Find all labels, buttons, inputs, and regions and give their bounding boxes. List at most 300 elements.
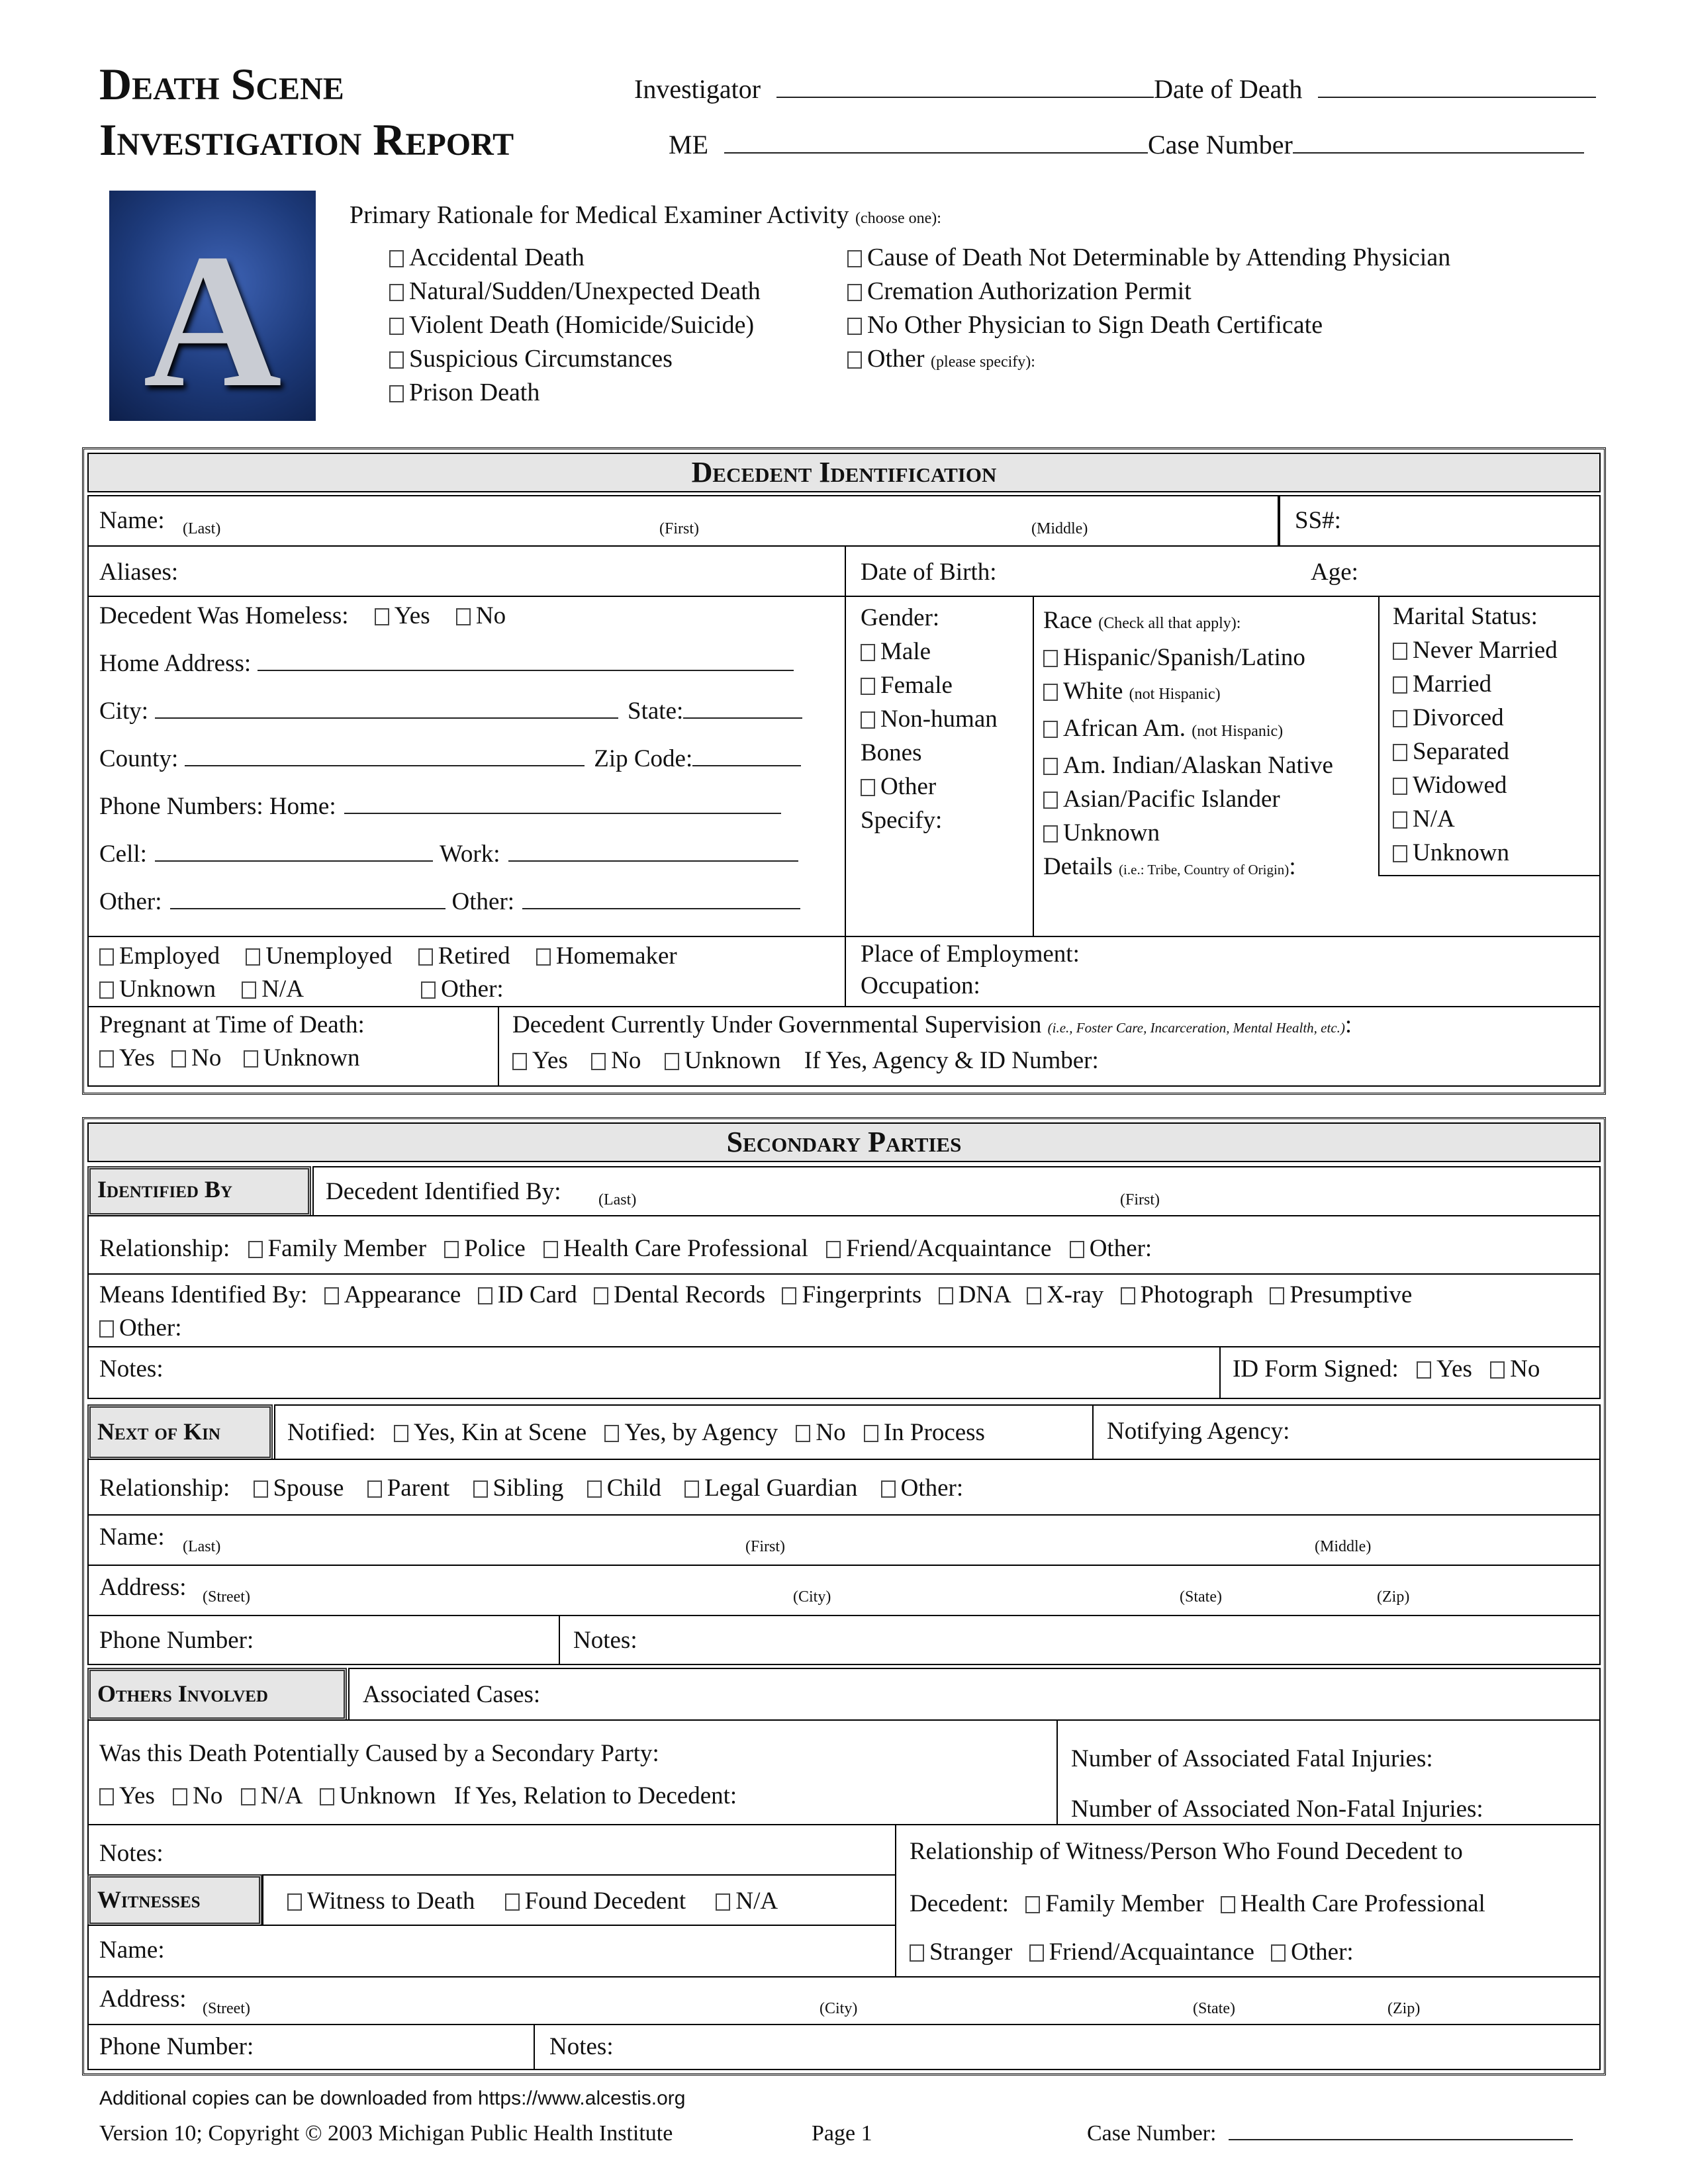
witness-notes-cell[interactable] [534,2024,1601,2070]
race-note-not-hispanic: (not Hispanic) [1129,686,1221,703]
rationale-option[interactable] [389,342,761,376]
checkbox-icon[interactable] [173,1788,187,1805]
checkbox-icon[interactable] [1043,684,1058,701]
race-option[interactable] [1043,641,1333,674]
name-middle-hint: (Middle) [1031,520,1088,537]
option-label: Cause of Death Not Determinable by Attending Physician [867,244,1451,271]
gender-label: Gender: [861,604,940,631]
option-label: Accidental Death [409,244,585,271]
race-asian: Asian/Pacific Islander [1063,786,1280,813]
means-other: Other: [119,1314,182,1342]
checkbox-icon[interactable] [910,1944,924,1962]
state-label: State: [628,698,684,725]
checkbox-icon[interactable] [543,1241,558,1258]
witness-rel-friend: Friend/Acquaintance [1049,1938,1254,1966]
me-field[interactable] [724,152,1148,154]
checkbox-icon[interactable] [1271,1944,1286,1962]
marital-option[interactable] [1393,768,1558,802]
employ-na: N/A [261,976,303,1003]
cell-work-row [99,841,798,869]
county-label: County: [99,745,179,772]
notified-in-process: In Process [883,1419,985,1446]
secondary-na: N/A [260,1782,302,1809]
rel-police: Police [464,1235,526,1262]
checkbox-icon[interactable] [604,1425,619,1442]
kin-notes-label: Notes: [573,1627,637,1654]
work-label: Work: [439,841,500,868]
rationale-right-list [847,241,1450,379]
checkbox-icon[interactable] [1393,811,1407,829]
rationale-option[interactable] [389,275,761,308]
gender-block [861,601,998,837]
checkbox-icon[interactable] [1417,1361,1431,1379]
injuries-block [1071,1734,1483,1835]
ss-label: SS#: [1295,507,1341,534]
race-note: (Check all that apply): [1098,615,1241,632]
identified-by-tag: Identified By [87,1166,311,1216]
rationale-choose: (choose one): [855,210,941,227]
checkbox-icon[interactable] [389,351,404,369]
others-involved-tag: Others Involved [87,1668,347,1721]
secondary-section-title: Secondary Parties [87,1122,1601,1162]
checkbox-icon[interactable] [99,948,114,966]
age-label: Age: [1311,559,1358,586]
marital-widowed: Widowed [1413,772,1507,799]
kin-middle-hint: (Middle) [1315,1538,1372,1555]
race-am-indian: Am. Indian/Alaskan Native [1063,752,1333,779]
option-label: Violent Death (Homicide/Suicide) [409,311,755,339]
aliases-cell[interactable] [87,545,846,597]
associated-cases-label: Associated Cases: [363,1681,541,1708]
witness-rel-other: Other: [1291,1938,1354,1966]
witness-na: N/A [735,1888,778,1915]
notified-agency: Yes, by Agency [624,1419,778,1446]
checkbox-icon[interactable] [847,284,862,301]
marital-option[interactable] [1393,735,1558,768]
zip-field[interactable] [692,765,801,766]
investigator-row [634,74,1596,105]
city-field[interactable] [155,717,618,719]
marital-option[interactable] [1393,701,1558,735]
checkbox-icon[interactable] [591,1053,606,1070]
gender-option[interactable] [861,702,998,736]
title-line-2: Investigation Report [99,114,514,165]
witness-rel-health: Health Care Professional [1240,1890,1485,1917]
rel-family: Family Member [267,1235,427,1262]
county-field[interactable] [185,765,585,766]
checkbox-icon[interactable] [389,385,404,402]
logo [109,191,316,427]
checkbox-icon[interactable] [847,250,862,267]
checkbox-icon[interactable] [1393,643,1407,660]
work-field[interactable] [508,860,798,862]
decedent-section-title: Decedent Identification [87,453,1601,492]
checkbox-icon[interactable] [512,1053,527,1070]
kin-city-hint: (City) [793,1588,831,1606]
id-form-row [1233,1355,1540,1384]
employ-other: Other: [441,976,504,1003]
kin-address-cell[interactable] [87,1565,1601,1616]
investigator-label: Investigator [634,74,761,104]
employ-retired: Retired [438,942,510,970]
checkbox-icon[interactable] [389,284,404,301]
pregnant-yes: Yes [119,1044,155,1071]
notifying-agency-label: Notifying Agency: [1107,1418,1290,1445]
means-photograph: Photograph [1140,1281,1254,1308]
rationale-option[interactable] [847,308,1450,342]
witness-address-label: Address: [99,1985,187,2013]
checkbox-icon[interactable] [536,948,551,966]
checkbox-icon[interactable] [864,1425,878,1442]
witness-rel-title: Relationship of Witness/Person Who Found Decedent to [910,1838,1463,1865]
name-last-hint: (Last) [183,520,221,537]
investigator-field[interactable] [776,97,1154,98]
state-field[interactable] [683,717,802,719]
witness-found-decedent: Found Decedent [524,1888,686,1915]
checkbox-icon[interactable] [939,1287,953,1304]
race-label: Race [1043,607,1092,634]
checkbox-icon[interactable] [1490,1361,1505,1379]
identified-by-label: Decedent Identified By: [326,1178,561,1205]
marital-na: N/A [1413,805,1455,833]
phone-home-field[interactable] [344,813,781,814]
checkbox-icon[interactable] [716,1893,730,1911]
checkbox-icon[interactable] [418,948,433,966]
rationale-option[interactable] [389,308,761,342]
checkbox-icon[interactable] [287,1893,302,1911]
home-address-row [99,650,794,678]
checkbox-icon[interactable] [241,1788,256,1805]
checkbox-icon[interactable] [1043,825,1058,842]
checkbox-icon[interactable] [389,250,404,267]
supervision-block: Decedent Currently Under Governmental Supervision (i.e., Foster Care, Incarceration, Mental Health, etc.): Yes No Unknown If Yes, Agency & ID Number: [512,1011,1352,1074]
checkbox-icon[interactable] [684,1480,699,1498]
secondary-party-question: Was this Death Potentially Caused by a Secondary Party: [99,1740,659,1767]
homeless-label: Decedent Was Homeless: [99,602,349,629]
aliases-label: Aliases: [99,559,179,586]
checkbox-icon[interactable] [505,1893,520,1911]
marital-option[interactable] [1393,836,1558,870]
checkbox-icon[interactable] [1043,650,1058,667]
checkbox-icon[interactable] [421,981,436,999]
checkbox-icon[interactable] [665,1053,679,1070]
secondary-no: No [193,1782,223,1809]
nonfatal-injuries-label: Number of Associated Non-Fatal Injuries: [1071,1796,1483,1823]
download-note: Additional copies can be downloaded from https://www.alcestis.org [99,2087,686,2109]
checkbox-icon[interactable] [320,1788,334,1805]
others-notes-label: Notes: [99,1840,164,1867]
race-option[interactable] [1043,782,1333,816]
rel-other: Other: [1089,1235,1152,1262]
means-xray: X-ray [1046,1281,1104,1308]
rationale-option[interactable] [847,241,1450,275]
checkbox-icon[interactable] [1121,1287,1135,1304]
footer-case-number-field[interactable] [1229,2139,1573,2140]
secondary-yes: Yes [119,1782,155,1809]
supervision-label: Decedent Currently Under Governmental Supervision [512,1011,1042,1038]
me-row [669,130,1584,160]
rel-health: Health Care Professional [563,1235,808,1262]
checkbox-icon[interactable] [861,644,875,661]
other-phone-row [99,888,800,917]
gender-bones: Bones [861,739,922,766]
others-notes-cell[interactable] [87,1824,896,1876]
witness-name-cell[interactable] [87,1925,896,1978]
footer-case-number-label: Case Number: [1087,2121,1217,2146]
checkbox-icon[interactable] [1043,792,1058,809]
checkbox-icon[interactable] [861,711,875,729]
kin-relationship-label: Relationship: [99,1475,230,1502]
me-label: ME [669,130,708,159]
race-african: African Am. [1063,715,1186,742]
home-address-field[interactable] [258,670,794,671]
occupation-label: Occupation: [861,972,980,999]
relation-label: If Yes, Relation to Decedent: [453,1782,737,1809]
employ-homemaker: Homemaker [555,942,677,970]
other-phone-label: Other: [99,888,162,915]
gender-specify: Specify: [861,807,943,834]
gender-option[interactable] [861,668,998,702]
rationale-option[interactable] [847,342,1450,379]
witness-phone-label: Phone Number: [99,2033,254,2060]
checkbox-icon[interactable] [473,1480,488,1498]
pregnant-no: No [191,1044,222,1071]
marital-separated: Separated [1413,738,1509,765]
relationship-label: Relationship: [99,1235,230,1262]
checkbox-icon[interactable] [99,1320,114,1338]
identified-notes-cell[interactable] [87,1346,1221,1399]
witness-name-label: Name: [99,1936,165,1964]
checkbox-icon[interactable] [782,1287,796,1304]
other-specify-hint: (please specify): [931,353,1035,371]
checkbox-icon[interactable] [1393,845,1407,862]
kin-notes-cell[interactable] [559,1615,1601,1665]
means-dna: DNA [958,1281,1010,1308]
means-dental: Dental Records [614,1281,766,1308]
checkbox-icon[interactable] [254,1480,268,1498]
supervision-unknown: Unknown [684,1047,781,1074]
checkbox-icon[interactable] [1221,1896,1235,1913]
marital-option[interactable] [1393,802,1558,836]
secondary-party-block [99,1733,737,1817]
checkbox-icon[interactable] [324,1287,339,1304]
notified-label: Notified: [287,1419,376,1446]
checkbox-icon[interactable] [99,981,114,999]
kin-zip-hint: (Zip) [1377,1588,1410,1606]
kin-last-hint: (Last) [183,1538,221,1555]
checkbox-icon[interactable] [394,1425,408,1442]
checkbox-icon[interactable] [456,608,471,625]
race-option[interactable] [1043,749,1333,782]
case-number-label: Case Number [1148,130,1293,159]
homeless-no: No [475,602,506,629]
gender-option[interactable] [861,635,998,668]
witnesses-tag: Witnesses [87,1874,262,1926]
checkbox-icon[interactable] [1043,758,1058,775]
means-fingerprints: Fingerprints [802,1281,922,1308]
race-option[interactable] [1043,674,1333,711]
race-white: White [1063,678,1123,705]
marital-married: Married [1413,670,1492,698]
other-phone-field[interactable] [170,908,445,909]
means-appearance: Appearance [344,1281,461,1308]
identified-first-hint: (First) [1120,1191,1160,1208]
kin-address-label: Address: [99,1574,187,1601]
race-hispanic: Hispanic/Spanish/Latino [1063,644,1305,671]
marital-option[interactable] [1393,633,1558,667]
identified-relationship-row [99,1235,1152,1263]
checkbox-icon[interactable] [389,318,404,335]
pregnant-label: Pregnant at Time of Death: [99,1011,365,1038]
kin-sibling: Sibling [492,1475,564,1502]
phone-home-label: Phone Numbers: Home: [99,793,336,820]
supervision-no: No [611,1047,641,1074]
option-label: Natural/Sudden/Unexpected Death [409,277,761,305]
rationale-option[interactable] [389,241,761,275]
kin-name-cell[interactable] [87,1514,1601,1566]
rel-friend: Friend/Acquaintance [846,1235,1052,1262]
title-line-1: Death Scene [99,59,344,109]
pregnant-block [99,1009,365,1075]
checkbox-icon[interactable] [1393,710,1407,727]
means-id-card: ID Card [497,1281,577,1308]
kin-name-label: Name: [99,1524,165,1551]
witness-zip-hint: (Zip) [1387,2000,1421,2017]
checkbox-icon[interactable] [1070,1241,1084,1258]
checkbox-icon[interactable] [246,948,260,966]
checkbox-icon[interactable] [1029,1944,1044,1962]
id-form-no: No [1510,1355,1540,1383]
id-form-label: ID Form Signed: [1233,1355,1399,1383]
agency-label: If Yes, Agency & ID Number: [804,1047,1099,1074]
rationale-option[interactable] [847,275,1450,308]
gender-female: Female [880,672,953,699]
option-label: Prison Death [409,379,540,406]
homeless-yes: Yes [394,602,430,629]
employ-unemployed: Unemployed [265,942,393,970]
kin-phone-label: Phone Number: [99,1627,254,1654]
option-label: Other [867,345,925,373]
marital-option[interactable] [1393,667,1558,701]
version-note: Version 10; Copyright © 2003 Michigan Public Health Institute [99,2121,673,2146]
cell-label: Cell: [99,841,147,868]
witness-city-hint: (City) [820,2000,858,2017]
checkbox-icon[interactable] [861,678,875,695]
case-number-field[interactable] [1293,152,1584,154]
kin-first-hint: (First) [745,1538,785,1555]
means-row [99,1279,1412,1345]
checkbox-icon[interactable] [99,1050,114,1068]
checkbox-icon[interactable] [171,1050,186,1068]
kin-street-hint: (Street) [203,1588,250,1606]
checkbox-icon[interactable] [1043,721,1058,738]
gender-male: Male [880,638,931,665]
other-phone-field-2[interactable] [522,908,800,909]
race-option[interactable] [1043,711,1333,749]
id-form-yes: Yes [1436,1355,1472,1383]
checkbox-icon[interactable] [847,318,862,335]
employ-employed: Employed [119,942,220,970]
checkbox-icon[interactable] [1393,778,1407,795]
checkbox-icon[interactable] [796,1425,810,1442]
checkbox-icon[interactable] [375,608,389,625]
gender-nonhuman: Non-human [880,705,998,733]
means-label: Means Identified By: [99,1281,308,1308]
checkbox-icon[interactable] [1393,744,1407,761]
home-address-label: Home Address: [99,650,252,677]
gender-option[interactable] [861,770,998,803]
checkbox-icon[interactable] [367,1480,382,1498]
checkbox-icon[interactable] [587,1480,602,1498]
kin-other: Other: [900,1475,964,1502]
notified-row [287,1419,985,1447]
race-note-not-hispanic: (not Hispanic) [1192,723,1284,740]
cell-field[interactable] [155,860,433,862]
notified-kin-scene: Yes, Kin at Scene [413,1419,587,1446]
witness-relationship-block [910,1837,1485,1976]
employment-options [99,940,677,1006]
date-of-death-field[interactable] [1318,97,1596,98]
checkbox-icon[interactable] [242,981,256,999]
option-label: Suspicious Circumstances [409,345,673,373]
race-option[interactable] [1043,816,1333,850]
checkbox-icon[interactable] [248,1241,263,1258]
kin-parent: Parent [387,1475,450,1502]
other-phone-label-2: Other: [451,888,515,915]
checkbox-icon[interactable] [1025,1896,1040,1913]
race-details-note: (i.e.: Tribe, Country of Origin) [1119,862,1289,878]
checkbox-icon[interactable] [826,1241,841,1258]
checkbox-icon[interactable] [478,1287,492,1304]
name-label: Name: [99,507,165,534]
supervision-yes: Yes [532,1047,568,1074]
employment-info [861,938,1080,1002]
next-of-kin-tag: Next of Kin [87,1404,273,1460]
checkbox-icon[interactable] [881,1480,896,1498]
checkbox-icon[interactable] [594,1287,608,1304]
city-label: City: [99,698,149,725]
marital-block [1393,600,1558,870]
checkbox-icon[interactable] [1270,1287,1284,1304]
phone-home-row [99,793,781,821]
marital-divorced: Divorced [1413,704,1504,731]
checkbox-icon[interactable] [99,1788,114,1805]
fatal-injuries-label: Number of Associated Fatal Injuries: [1071,1745,1433,1772]
city-row [99,698,802,726]
rationale-title-text: Primary Rationale for Medical Examiner Activity [350,201,849,229]
homeless-row [99,602,506,631]
rationale-left-list [389,241,761,410]
checkbox-icon[interactable] [1027,1287,1041,1304]
witness-street-hint: (Street) [203,2000,250,2017]
marital-unknown: Unknown [1413,839,1509,866]
pregnant-unknown: Unknown [263,1044,360,1071]
page-number: Page 1 [812,2121,872,2146]
checkbox-icon[interactable] [861,779,875,796]
rationale-option[interactable] [389,376,761,410]
kin-state-hint: (State) [1180,1588,1222,1606]
option-label: Cremation Authorization Permit [867,277,1192,305]
checkbox-icon[interactable] [847,351,862,369]
checkbox-icon[interactable] [244,1050,258,1068]
witness-state-hint: (State) [1193,2000,1235,2017]
notified-no: No [816,1419,846,1446]
identified-last-hint: (Last) [598,1191,637,1208]
witness-to-death: Witness to Death [307,1888,475,1915]
identified-notes-label: Notes: [99,1355,164,1383]
checkbox-icon[interactable] [1393,676,1407,694]
checkbox-icon[interactable] [444,1241,459,1258]
